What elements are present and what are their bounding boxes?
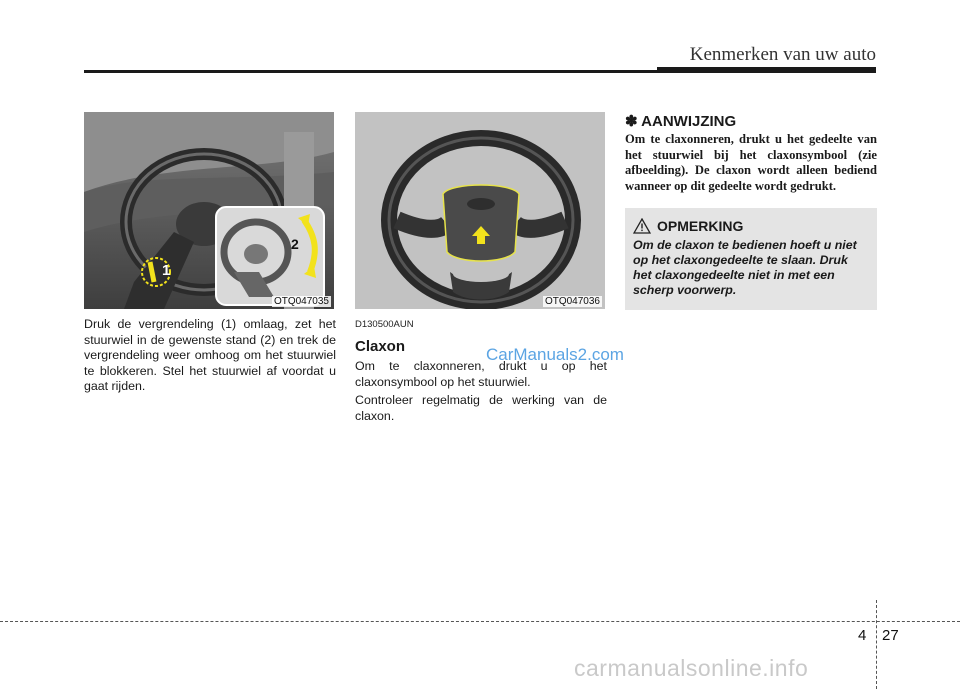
- photo-label: OTQ047036: [544, 296, 600, 307]
- steering-adjust-photo: [84, 112, 334, 309]
- header-title: Kenmerken van uw auto: [689, 44, 876, 65]
- watermark: CarManuals2.com: [486, 345, 624, 364]
- column-steering-adjust: [84, 112, 336, 395]
- steering-adjust-illustration: [84, 112, 334, 309]
- steering-adjust-text: Druk de vergrendeling (1) omlaag, zet het stuurwiel in de gewenste stand (2) en trek de vergrendeling weer omhoog om het stuurwiel te blokkeren. Stel het stuurwiel af voordat u gaat rijden.: [84, 317, 336, 393]
- note-text: Om te claxonneren, drukt u het gedeelte van het stuurwiel bij het claxonsymbool (zie afbeelding). De claxon wordt alleen bediend wanneer op dit gedeelte wordt gedrukt.: [625, 132, 877, 193]
- note-title: ✽ AANWIJZING: [625, 113, 737, 130]
- header-rule-accent: [657, 67, 876, 73]
- warning-triangle-icon: [633, 218, 651, 234]
- section-title: Claxon: [355, 338, 406, 355]
- callout-1: 1: [162, 262, 171, 279]
- site-watermark: carmanualsonline.info: [574, 655, 809, 681]
- horn-photo: [355, 112, 605, 309]
- photo-label: OTQ047035: [273, 296, 329, 307]
- callout-2: 2: [291, 236, 299, 252]
- steering-wheel-illustration: [355, 112, 605, 309]
- footer-dashed-line: [0, 621, 960, 622]
- chapter-number: 4: [858, 627, 867, 644]
- footer-vertical-dashed-line: [876, 600, 877, 689]
- section-code: D130500AUN: [355, 319, 414, 330]
- horn-text-2: Controleer regelmatig de werking van de claxon.: [355, 393, 607, 423]
- caution-text: Om de claxon te bedienen hoeft u niet op het claxongedeelte te slaan. Druk het claxongedeelte niet in met een scherp voorwerp.: [633, 238, 857, 297]
- column-notes: [625, 112, 877, 310]
- horn-text-1: Om te claxonneren, drukt u op het claxonsymbool op het stuurwiel.: [355, 359, 607, 389]
- caution-heading: [633, 218, 869, 234]
- page-number: 27: [882, 627, 899, 644]
- caution-box: [625, 208, 877, 310]
- caution-title: OPMERKING: [657, 218, 744, 234]
- column-horn: [355, 112, 607, 424]
